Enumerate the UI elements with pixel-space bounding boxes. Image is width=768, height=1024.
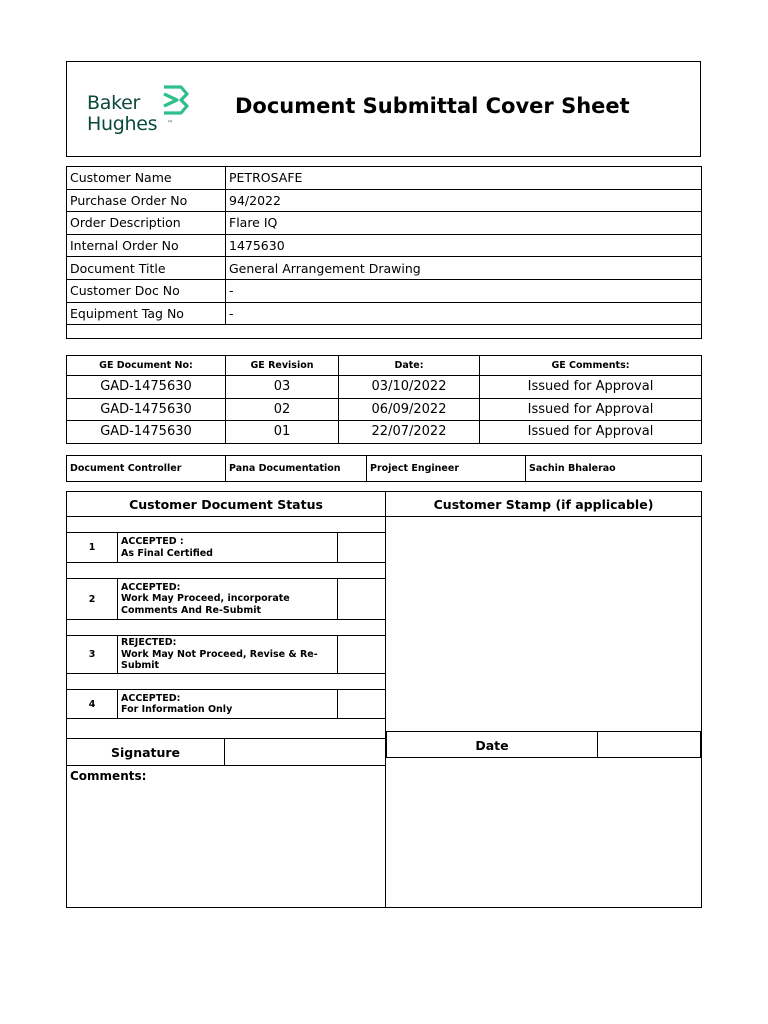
- status-option-desc: As Final Certified: [121, 547, 213, 559]
- info-row-order-description: [67, 212, 702, 235]
- signature-label: Signature: [67, 739, 225, 766]
- date-cell: [386, 731, 598, 758]
- blank-cell: [67, 563, 386, 579]
- status-checkbox-information-only[interactable]: [338, 690, 386, 719]
- project-engineer-value: Sachin Bhalerao: [526, 456, 702, 482]
- status-option-label: [118, 533, 338, 563]
- project-engineer-label: Project Engineer: [367, 456, 526, 482]
- status-option-desc: Work May Proceed, incorporate Comments And Re-Submit: [121, 593, 290, 616]
- status-option-title: ACCEPTED:: [121, 581, 181, 593]
- blank-cell: [67, 674, 386, 690]
- status-option-title: REJECTED:: [121, 637, 177, 649]
- info-value: -: [226, 302, 702, 325]
- info-label: Purchase Order No: [67, 189, 226, 212]
- info-row-internal-order: [67, 234, 702, 257]
- column-header: Date:: [339, 356, 480, 376]
- info-label: Internal Order No: [67, 234, 226, 257]
- column-header: GE Comments:: [480, 356, 702, 376]
- info-label: Equipment Tag No: [67, 302, 226, 325]
- info-label: Customer Name: [67, 167, 226, 190]
- info-label: Order Description: [67, 212, 226, 235]
- revision-date: 06/09/2022: [339, 398, 480, 421]
- customer-document-status-header: Customer Document Status: [67, 492, 386, 517]
- comments-field[interactable]: [67, 766, 702, 908]
- status-header-row: [67, 492, 702, 517]
- status-option-label: [118, 636, 338, 674]
- table-row: [67, 398, 702, 421]
- info-value: PETROSAFE: [226, 167, 702, 190]
- status-checkbox-accepted-proceed[interactable]: [338, 579, 386, 620]
- ge-document-no: GAD-1475630: [67, 398, 226, 421]
- ge-revision: 01: [226, 421, 339, 444]
- revision-header-row: [67, 356, 702, 376]
- info-label: Document Title: [67, 257, 226, 280]
- info-value: 94/2022: [226, 189, 702, 212]
- status-option-label: [118, 690, 338, 719]
- comments-label: Comments:: [70, 769, 147, 783]
- document-controller-value: Pana Documentation: [226, 456, 367, 482]
- table-row: [67, 421, 702, 444]
- column-header: GE Revision: [226, 356, 339, 376]
- status-checkbox-accepted-final[interactable]: [338, 533, 386, 563]
- baker-hughes-logo: [87, 82, 197, 138]
- logo-word-hughes: Hughes: [87, 113, 158, 135]
- customer-stamp-header: Customer Stamp (if applicable): [386, 492, 702, 517]
- blank-cell: [67, 620, 386, 636]
- status-checkbox-rejected[interactable]: [338, 636, 386, 674]
- header: [66, 61, 701, 157]
- document-controller-label: Document Controller: [67, 456, 226, 482]
- comments-row: [67, 766, 702, 908]
- info-value: Flare IQ: [226, 212, 702, 235]
- revision-date: 03/10/2022: [339, 376, 480, 399]
- column-header: GE Document No:: [67, 356, 226, 376]
- info-value: General Arrangement Drawing: [226, 257, 702, 280]
- status-option-number: 3: [67, 636, 118, 674]
- info-row-document-title: [67, 257, 702, 280]
- blank-cell: [67, 517, 386, 533]
- date-label: Date: [475, 738, 509, 753]
- status-option-number: 4: [67, 690, 118, 719]
- info-value: -: [226, 279, 702, 302]
- ge-comments: Issued for Approval: [480, 421, 702, 444]
- info-value: 1475630: [226, 234, 702, 257]
- status-option-title: ACCEPTED:: [121, 692, 181, 704]
- ge-document-no: GAD-1475630: [67, 376, 226, 399]
- ge-comments: Issued for Approval: [480, 398, 702, 421]
- logo-trademark: ™: [167, 120, 173, 127]
- logo-word-baker: Baker: [87, 92, 141, 114]
- customer-status-table: [66, 491, 702, 908]
- ge-comments: Issued for Approval: [480, 376, 702, 399]
- status-option-label: [118, 579, 338, 620]
- revision-date: 22/07/2022: [339, 421, 480, 444]
- blank-cell: [67, 719, 386, 739]
- status-option-title: ACCEPTED :: [121, 536, 184, 547]
- spacer-row: [67, 517, 702, 533]
- status-option-desc: Work May Not Proceed, Revise & Re-Submit: [121, 648, 318, 672]
- status-option-number: 2: [67, 579, 118, 620]
- date-field[interactable]: [597, 731, 701, 758]
- blank-cell: [67, 325, 702, 339]
- revision-table: [66, 355, 702, 444]
- info-row-customer-doc: [67, 279, 702, 302]
- page-title: Document Submittal Cover Sheet: [235, 94, 630, 118]
- customer-info-table: [66, 166, 702, 339]
- info-row-customer-name: [67, 167, 702, 190]
- ge-revision: 03: [226, 376, 339, 399]
- ge-revision: 02: [226, 398, 339, 421]
- ge-document-no: GAD-1475630: [67, 421, 226, 444]
- status-option-number: 1: [67, 533, 118, 563]
- controller-row: [67, 456, 702, 482]
- info-row-equipment-tag: [67, 302, 702, 325]
- controller-table: [66, 455, 702, 482]
- status-option-desc: For Information Only: [121, 704, 233, 715]
- info-label: Customer Doc No: [67, 279, 226, 302]
- info-row-blank: [67, 325, 702, 339]
- signature-field[interactable]: [225, 739, 386, 766]
- table-row: [67, 376, 702, 399]
- info-row-purchase-order: [67, 189, 702, 212]
- logo-mark-icon: [161, 84, 191, 116]
